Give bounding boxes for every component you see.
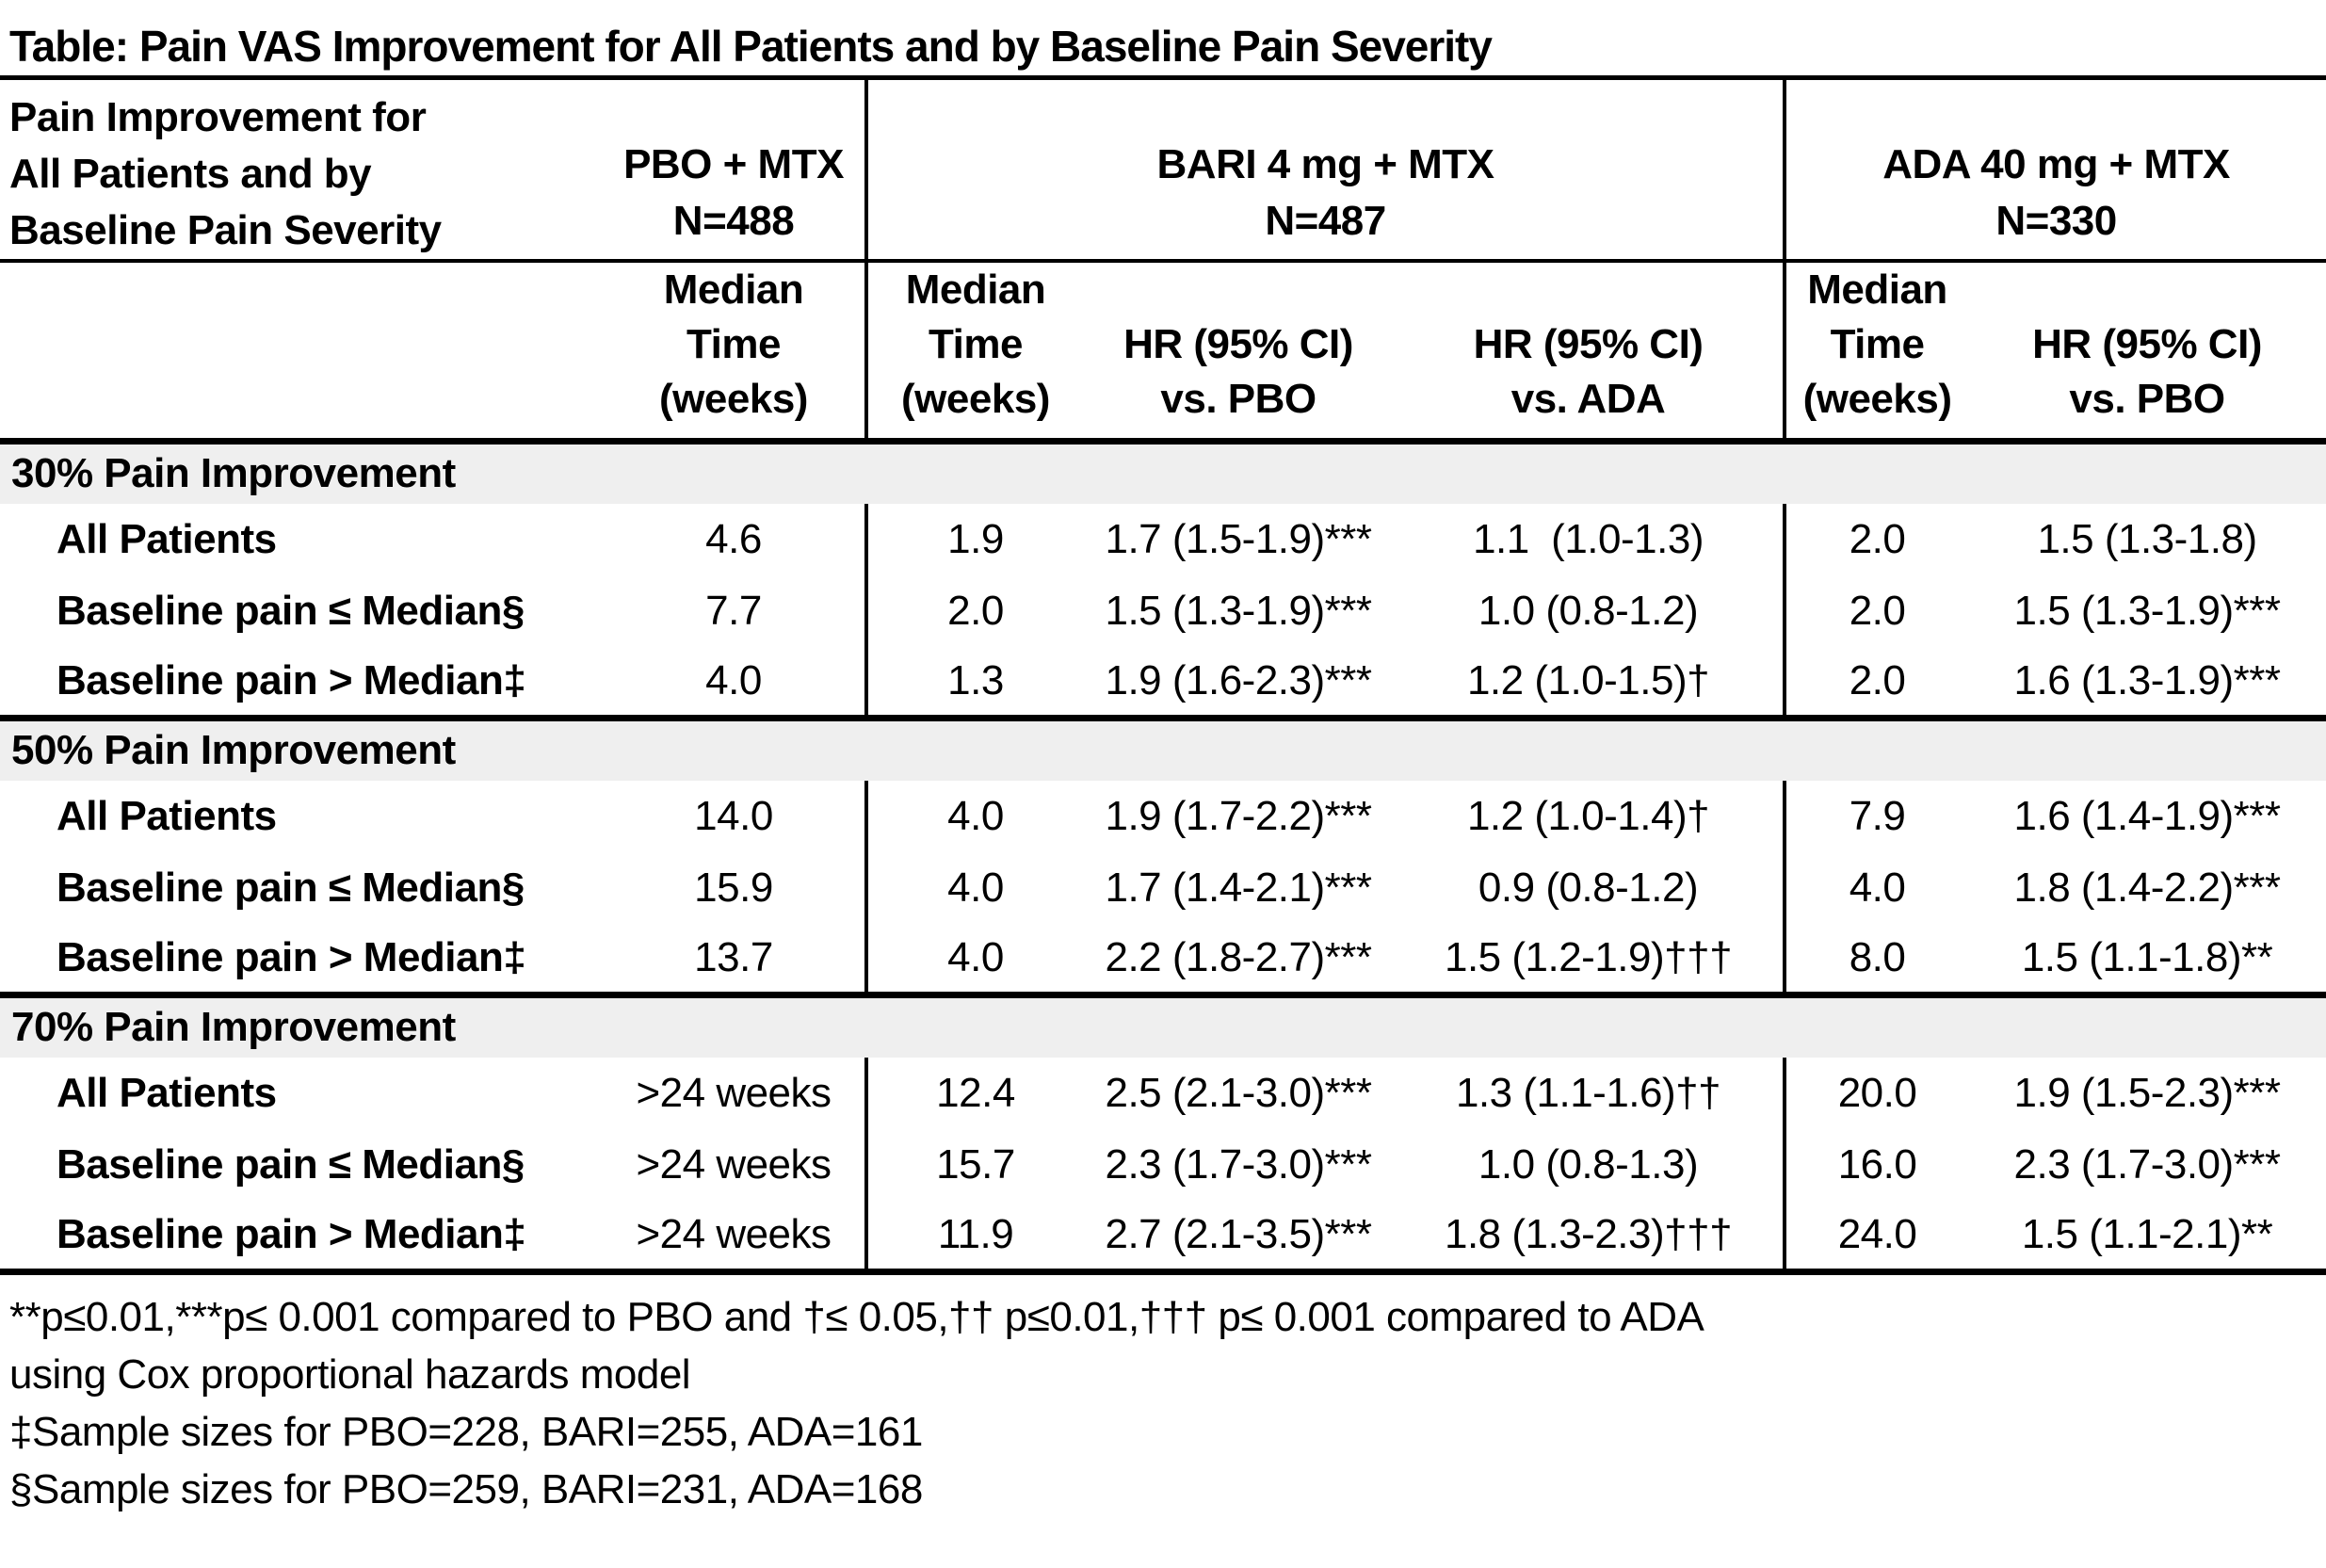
pbo-group-header: [603, 78, 866, 262]
bari-hr-vs-pbo-cell: 1.9 (1.6-2.3)***: [1105, 656, 1372, 703]
footnote-sample-sizes-above-median: ‡Sample sizes for PBO=228, BARI=255, ADA=161: [9, 1409, 923, 1455]
section-title-50pct: 50% Pain Improvement: [0, 719, 2326, 781]
row-label-cell: Baseline pain > Median‡: [57, 933, 526, 980]
ada-n-label: N=330: [1995, 198, 2117, 244]
bari-hr-vs-ada-cell: 1.3 (1.1-1.6)††: [1394, 1058, 1785, 1129]
bari-hr-vs-pbo-cell: 1.7 (1.5-1.9)***: [1105, 515, 1372, 562]
ada-median-cell: 2.0: [1849, 587, 1906, 634]
bari-hr-vs-pbo-cell: 2.2 (1.8-2.7)***: [1105, 933, 1372, 980]
footnote-model: using Cox proportional hazards model: [9, 1351, 691, 1398]
table-row: [0, 575, 2326, 647]
table-row: [0, 1201, 2326, 1272]
empty-header-cell: [0, 261, 603, 442]
row-label-cell: All Patients: [57, 792, 277, 839]
pbo-median-cell: 13.7: [603, 924, 866, 995]
pbo-median-cell: 4.0: [603, 647, 866, 719]
ada-median-time-header: Median Time (weeks): [1802, 267, 1952, 422]
ada-median-cell: 4.0: [1849, 864, 1906, 911]
bari-hr-vs-pbo-cell: 1.7 (1.4-2.1)***: [1105, 864, 1372, 911]
measure-header-row: [0, 261, 2326, 442]
pbo-treatment-label: PBO + MTX: [623, 141, 844, 187]
ada-hr-vs-pbo-cell: 1.5 (1.3-1.9)***: [2013, 587, 2281, 634]
pain-vas-results-table: [0, 75, 2326, 1275]
ada-hr-vs-pbo-cell: 1.5 (1.3-1.8): [2037, 515, 2257, 562]
section-header-row-50pct: [0, 719, 2326, 781]
stub-line-1: Pain Improvement for: [9, 94, 427, 140]
bari-hr-vs-pbo-cell: 2.7 (2.1-3.5)***: [1105, 1210, 1372, 1257]
bari-treatment-label: BARI 4 mg + MTX: [1156, 141, 1494, 187]
bari-hr-vs-ada-cell: 1.2 (1.0-1.4)†: [1394, 781, 1785, 852]
ada-hr-vs-pbo-cell: 1.5 (1.1-1.8)**: [2021, 933, 2273, 980]
ada-hr-vs-pbo-cell: 1.6 (1.4-1.9)***: [2013, 792, 2281, 839]
table-row: [0, 852, 2326, 924]
table-row: [0, 1058, 2326, 1129]
row-label-cell: Baseline pain ≤ Median§: [57, 587, 525, 634]
pbo-n-label: N=488: [672, 198, 795, 244]
table-row: [0, 781, 2326, 852]
ada-hr-vs-pbo-header: HR (95% CI) vs. PBO: [2032, 321, 2262, 422]
ada-treatment-label: ADA 40 mg + MTX: [1882, 141, 2230, 187]
ada-median-cell: 20.0: [1837, 1069, 1917, 1116]
bari-hr-vs-pbo-cell: 2.3 (1.7-3.0)***: [1105, 1140, 1372, 1188]
bari-hr-vs-ada-cell: 1.1 (1.0-1.3): [1394, 504, 1785, 575]
ada-median-cell: 2.0: [1849, 656, 1906, 703]
bari-median-cell: 2.0: [947, 587, 1004, 634]
bari-hr-vs-ada-cell: 1.2 (1.0-1.5)†: [1394, 647, 1785, 719]
ada-group-header: [1785, 78, 2326, 262]
table-row: [0, 1129, 2326, 1201]
ada-median-cell: 24.0: [1837, 1210, 1917, 1257]
ada-median-cell: 8.0: [1849, 933, 1906, 980]
bari-median-cell: 1.3: [947, 656, 1004, 703]
bari-hr-vs-pbo-header: HR (95% CI) vs. PBO: [1123, 321, 1353, 422]
section-title-30pct: 30% Pain Improvement: [0, 442, 2326, 504]
bari-group-header: [866, 78, 1785, 262]
treatment-header-row: [0, 78, 2326, 262]
section-title-70pct: 70% Pain Improvement: [0, 995, 2326, 1058]
bari-median-cell: 4.0: [947, 792, 1004, 839]
pbo-median-cell: >24 weeks: [603, 1058, 866, 1129]
stub-header-cell: [0, 78, 603, 262]
bari-hr-vs-ada-cell: 1.8 (1.3-2.3)†††: [1394, 1201, 1785, 1272]
stub-line-2: All Patients and by: [9, 151, 372, 197]
bari-n-label: N=487: [1265, 198, 1386, 244]
footnote-significance: **p≤0.01,***p≤ 0.001 compared to PBO and †≤ 0.05,†† p≤0.01,††† p≤ 0.001 compared to ADA: [9, 1294, 1704, 1340]
pbo-median-cell: >24 weeks: [603, 1201, 866, 1272]
pbo-median-cell: 7.7: [603, 575, 866, 647]
row-label-cell: Baseline pain > Median‡: [57, 1210, 526, 1257]
ada-hr-vs-pbo-cell: 1.6 (1.3-1.9)***: [2013, 656, 2281, 703]
pbo-median-cell: 4.6: [603, 504, 866, 575]
bari-median-cell: 4.0: [947, 933, 1004, 980]
table-row: [0, 924, 2326, 995]
bari-hr-vs-ada-header: HR (95% CI) vs. ADA: [1394, 261, 1785, 442]
ada-hr-vs-pbo-cell: 1.8 (1.4-2.2)***: [2013, 864, 2281, 911]
ada-median-cell: 2.0: [1849, 515, 1906, 562]
footnotes: [0, 1275, 2326, 1518]
row-label-cell: Baseline pain ≤ Median§: [57, 864, 525, 911]
bari-median-time-header: Median Time (weeks): [901, 267, 1050, 422]
footnote-sample-sizes-below-median: §Sample sizes for PBO=259, BARI=231, ADA=168: [9, 1466, 923, 1512]
pbo-median-cell: 14.0: [603, 781, 866, 852]
bari-median-cell: 11.9: [937, 1210, 1014, 1257]
bari-median-cell: 1.9: [947, 515, 1004, 562]
pbo-median-time-header: Median Time (weeks): [603, 261, 866, 442]
section-header-row-30pct: [0, 442, 2326, 504]
bari-median-cell: 15.7: [936, 1140, 1015, 1188]
ada-hr-vs-pbo-cell: 1.5 (1.1-2.1)**: [2021, 1210, 2273, 1257]
bari-hr-vs-pbo-cell: 1.9 (1.7-2.2)***: [1105, 792, 1372, 839]
stub-line-3: Baseline Pain Severity: [9, 207, 442, 253]
bari-hr-vs-ada-cell: 1.0 (0.8-1.2): [1394, 575, 1785, 647]
bari-hr-vs-ada-cell: 1.5 (1.2-1.9)†††: [1394, 924, 1785, 995]
bari-hr-vs-ada-cell: 0.9 (0.8-1.2): [1394, 852, 1785, 924]
row-label-cell: Baseline pain > Median‡: [57, 656, 526, 703]
pbo-median-cell: >24 weeks: [603, 1129, 866, 1201]
ada-median-cell: 7.9: [1849, 792, 1906, 839]
table-row: [0, 504, 2326, 575]
bari-hr-vs-pbo-cell: 2.5 (2.1-3.0)***: [1105, 1069, 1372, 1116]
row-label-cell: All Patients: [57, 515, 277, 562]
pbo-median-cell: 15.9: [603, 852, 866, 924]
bari-hr-vs-ada-cell: 1.0 (0.8-1.3): [1394, 1129, 1785, 1201]
bari-median-cell: 4.0: [947, 864, 1004, 911]
ada-median-cell: 16.0: [1837, 1140, 1917, 1188]
bari-hr-vs-pbo-cell: 1.5 (1.3-1.9)***: [1105, 587, 1372, 634]
row-label-cell: Baseline pain ≤ Median§: [57, 1140, 525, 1188]
ada-hr-vs-pbo-cell: 2.3 (1.7-3.0)***: [2013, 1140, 2281, 1188]
section-header-row-70pct: [0, 995, 2326, 1058]
table-row: [0, 647, 2326, 719]
row-label-cell: All Patients: [57, 1069, 277, 1116]
ada-hr-vs-pbo-cell: 1.9 (1.5-2.3)***: [2013, 1069, 2281, 1116]
table-title: Table: Pain VAS Improvement for All Patients and by Baseline Pain Severity: [9, 22, 1492, 71]
bari-median-cell: 12.4: [936, 1069, 1015, 1116]
